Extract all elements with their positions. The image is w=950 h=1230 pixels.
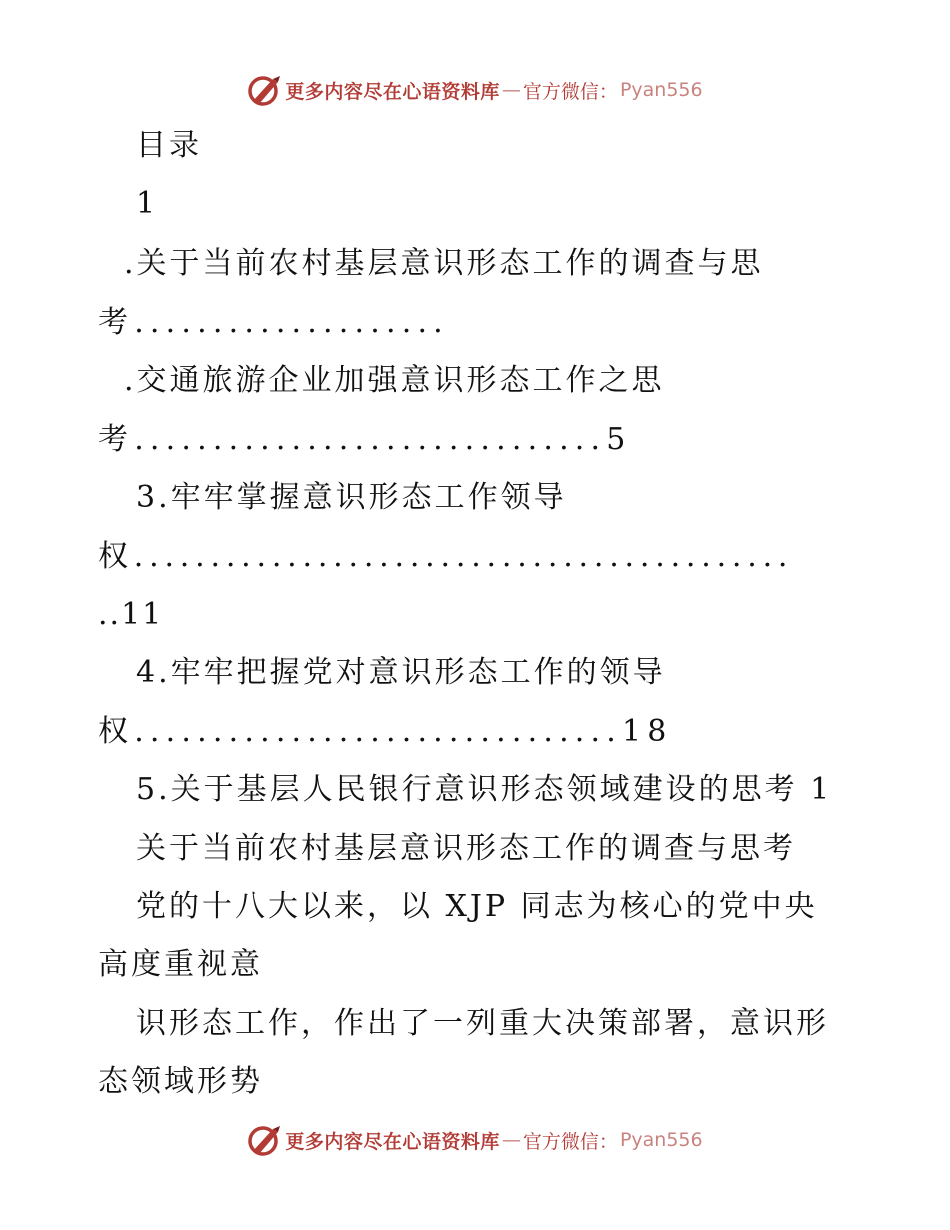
toc-entry-1: .关于当前农村基层意识形态工作的调查与思 [124, 246, 764, 281]
toc-entry-2: .交通旅游企业加强意识形态工作之思 [124, 363, 665, 398]
toc-heading: 目录 [136, 128, 202, 163]
toc-entry-4: 4.牢牢把握党对意识形态工作的领导 [136, 655, 666, 690]
watermark-wechat-id: Pyan556 [619, 1129, 703, 1151]
pen-logo-icon [247, 1123, 281, 1157]
watermark-wechat-label: 官方微信： [522, 1130, 618, 1153]
toc-number: 1 [136, 186, 159, 221]
footer-watermark [0, 1120, 950, 1160]
watermark-wechat-label: 官方微信： [522, 80, 618, 103]
body-paragraph-line-4: 态领域形势 [98, 1064, 263, 1099]
watermark-dash: — [501, 1129, 521, 1151]
body-paragraph-line-1: 党的十八大以来，以 XJP 同志为核心的党中央 [136, 889, 818, 924]
toc-entry-1-leader: 考.................... [98, 305, 449, 340]
header-watermark [0, 70, 950, 110]
watermark-brand: 更多内容尽在心语资料库 [285, 80, 500, 103]
toc-entry-4-leader: 权...............................18 [98, 714, 673, 749]
watermark-brand: 更多内容尽在心语资料库 [285, 1130, 500, 1153]
body-paragraph-line-2: 高度重视意 [98, 947, 263, 982]
toc-entry-5: 5.关于基层人民银行意识形态领域建设的思考 1 [136, 772, 833, 807]
pen-logo-icon [247, 73, 281, 107]
body-paragraph-line-3: 识形态工作，作出了一列重大决策部署，意识形 [136, 1006, 829, 1041]
toc-entry-3-page: ..11 [98, 597, 164, 632]
watermark-wechat-id: Pyan556 [619, 79, 703, 101]
article-title: 关于当前农村基层意识形态工作的调查与思考 [136, 831, 796, 866]
toc-entry-3: 3.牢牢掌握意识形态工作领导 [136, 480, 567, 515]
toc-entry-2-leader: 考..............................5 [98, 422, 632, 457]
toc-entry-3-leader: 权........................................... [98, 539, 794, 574]
watermark-dash: — [501, 79, 521, 101]
